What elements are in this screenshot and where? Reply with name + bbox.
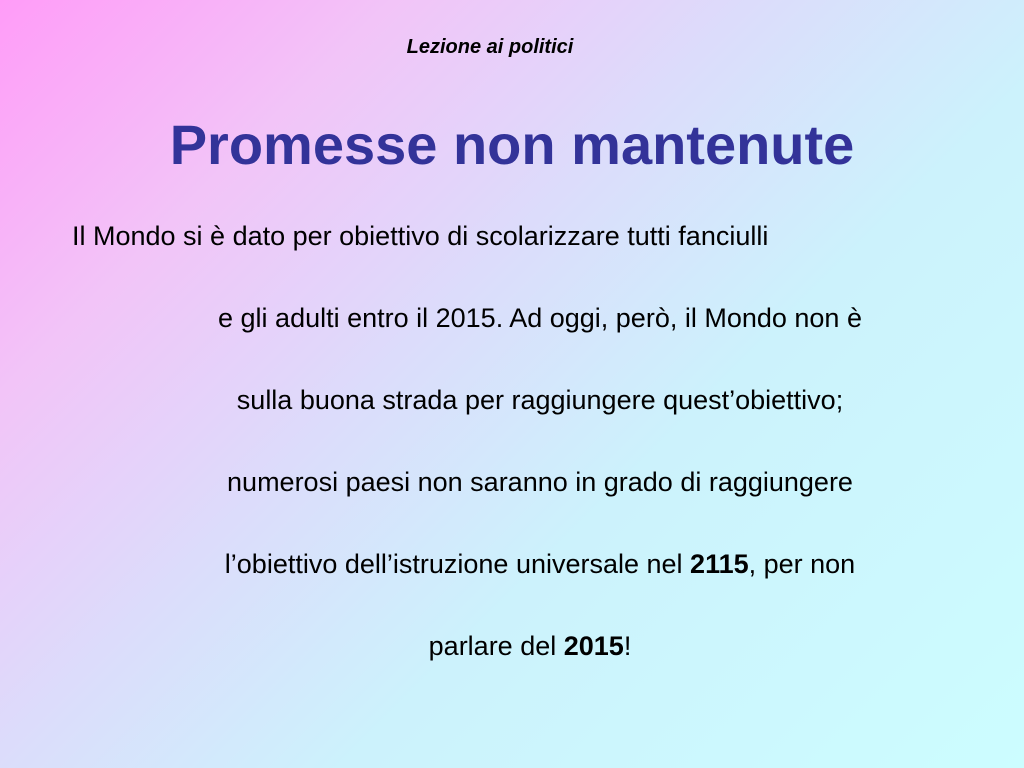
body-line-6 — [60, 622, 980, 704]
year-2115: 2115 — [690, 549, 749, 579]
body-line-6-text: parlare del — [428, 631, 564, 661]
body-line-5-tail: , per non — [748, 549, 856, 579]
body-line-6-tail: ! — [623, 631, 632, 661]
body-line-1: Il Mondo si è dato per obiettivo di scolarizzare tutti fanciulli — [72, 221, 769, 251]
body-line-4: numerosi paesi non saranno in grado di raggiungere — [227, 467, 853, 497]
body-line-3: sulla buona strada per raggiungere quest’obiettivo; — [236, 385, 844, 415]
body-line-5-text: l’obiettivo dell’istruzione universale nel — [224, 549, 691, 579]
body-line-5 — [60, 540, 980, 622]
slide-title: Promesse non mantenute — [169, 113, 855, 176]
body-line-2: e gli adulti entro il 2015. Ad oggi, però, il Mondo non è — [218, 303, 862, 333]
year-2015: 2015 — [563, 631, 624, 661]
body-paragraph — [60, 212, 980, 704]
slide-subtitle: Lezione ai politici — [406, 36, 574, 58]
